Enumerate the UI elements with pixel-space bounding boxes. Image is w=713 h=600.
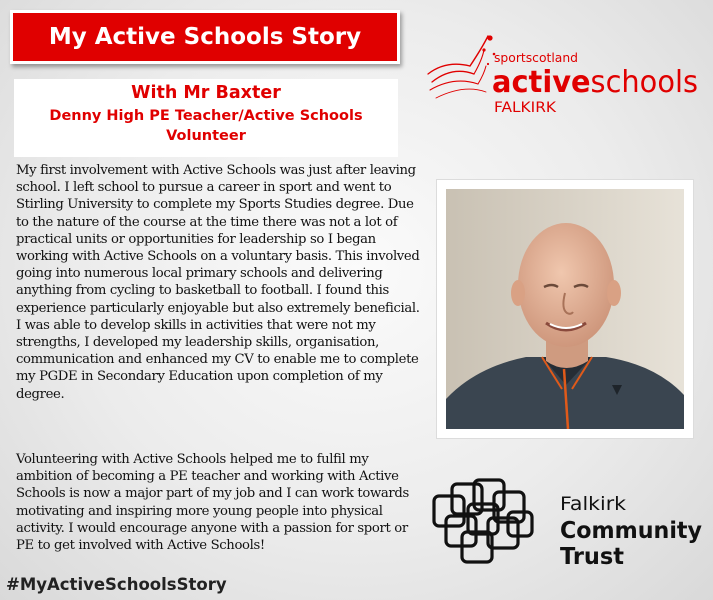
interlocking-squares-icon	[434, 480, 532, 562]
falkirk-region-label: FALKIRK	[494, 100, 557, 116]
wordmark-active: active	[492, 65, 595, 100]
interviewee-role	[14, 106, 398, 146]
sportscotland-label: sportscotland	[494, 50, 578, 65]
interviewee-role-line-1: Denny High PE Teacher/Active Schools	[49, 108, 363, 124]
fct-line-community: Community	[560, 518, 703, 544]
interviewee-name: With Mr Baxter	[131, 83, 281, 103]
page-title: My Active Schools Story	[48, 24, 362, 50]
story-paragraph-1: My first involvement with Active Schools was just after leaving school. I left school to pursue a career in sport and went to Stirling University to complete my Sports Studies degree. Due to the nature of the course at the time there was not a lot of practical units or opportunities for leadership so I began working with Active Schools on a voluntary basis. This involved going into numerous local primary schools and delivering anything from cycling to basketball to football. I found this experience particularly enjoyable but also extremely beneficial. I was able to develop skills in activities that were not my strengths, I developed my leadership skills, organisation, communication and enhanced my CV to enable me to complete my PGDE in Secondary Education upon completion of my degree.	[16, 163, 420, 402]
interviewee-role-line-2: Volunteer	[166, 128, 246, 144]
interviewee-box	[14, 79, 398, 157]
active-schools-logo	[424, 30, 704, 120]
photo-frame	[437, 180, 693, 438]
fct-line-trust: Trust	[560, 544, 624, 570]
story-paragraph-2: Volunteering with Active Schools helped me to fulfil my ambition of becoming a PE teacher and working with Active Schools is now a major part of my job and I can work towards motivating and inspiring more young people into physical activity. I would encourage anyone with a passion for sport or PE to get involved with Active Schools!	[16, 452, 409, 554]
active-schools-wordmark	[492, 65, 703, 100]
hashtag-label: #MyActiveSchoolsStory	[6, 575, 227, 594]
falkirk-community-trust-logo	[428, 474, 710, 570]
wordmark-schools: schools	[590, 65, 703, 100]
title-banner	[10, 10, 400, 64]
teacher-portrait-photo	[446, 189, 684, 429]
swoosh-graphic	[428, 36, 488, 98]
fct-line-falkirk: Falkirk	[560, 493, 626, 515]
